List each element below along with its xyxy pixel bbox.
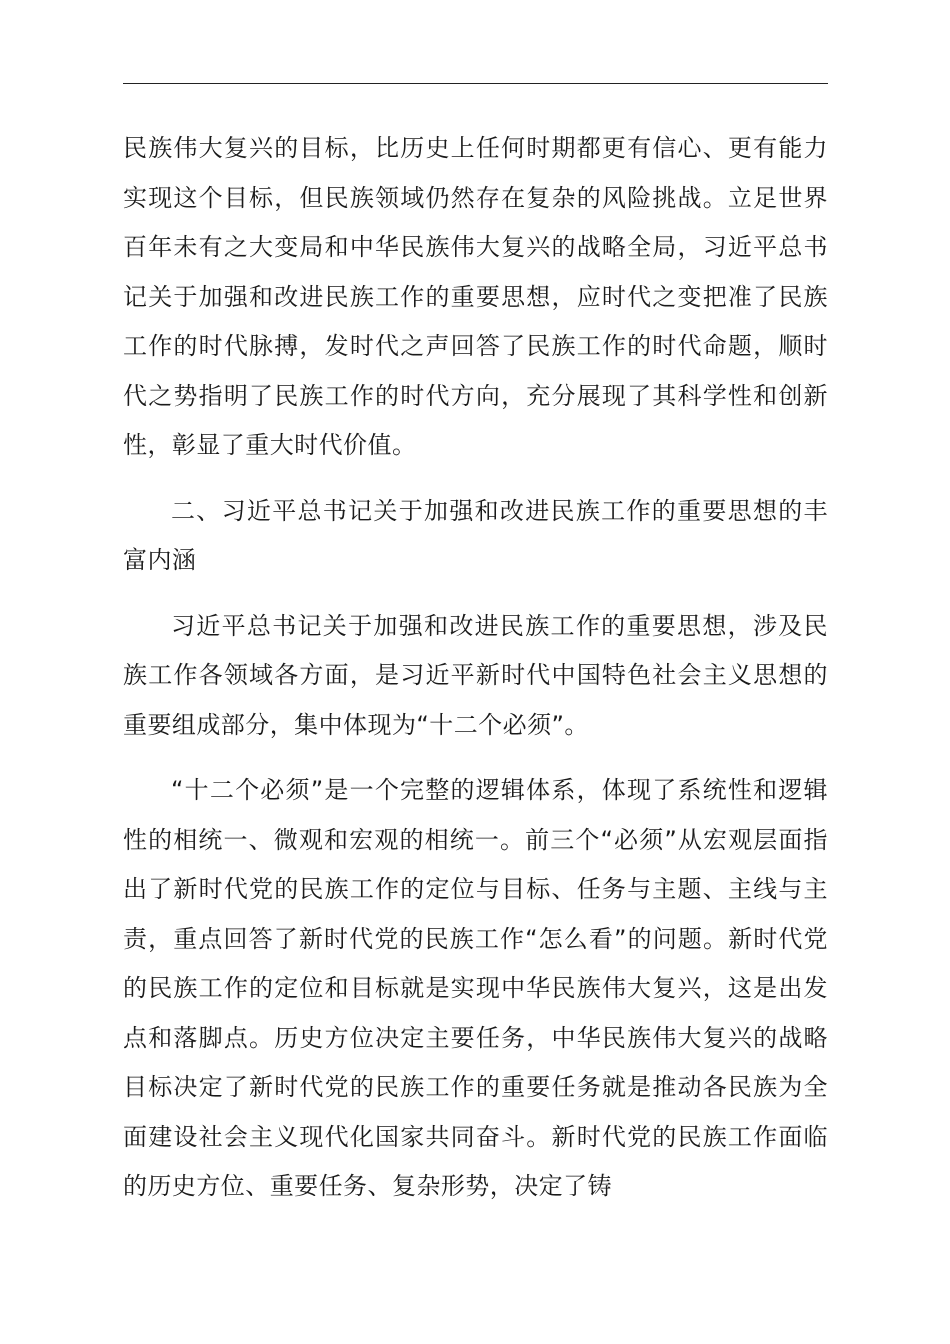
section-heading: 二、习近平总书记关于加强和改进民族工作的重要思想的丰富内涵: [123, 496, 828, 574]
paragraph: 习近平总书记关于加强和改进民族工作的重要思想，涉及民族工作各领域各方面，是习近平新时代中国特色社会主义思想的重要组成部分，集中体现为“十二个必须”。: [123, 611, 828, 739]
paragraph: “十二个必须”是一个完整的逻辑体系，体现了系统性和逻辑性的相统一、微观和宏观的相统一。前三个“必须”从宏观层面指出了新时代党的民族工作的定位与目标、任务与主题、主线与主责，重点回答了新时代党的民族工作“怎么看”的问题。新时代党的民族工作的定位和目标就是实现中华民族伟大复兴，这是出发点和落脚点。历史方位决定主要任务，中华民族伟大复兴的战略目标决定了新时代党的民族工作的重要任务就是推动各民族为全面建设社会主义现代化国家共同奋斗。新时代党的民族工作面临的历史方位、重要任务、复杂形势，决定了铸: [123, 776, 828, 1200]
document-body: [123, 124, 828, 1212]
header-rule: [123, 83, 828, 84]
paragraph-continuation: 民族伟大复兴的目标，比历史上任何时期都更有信心、更有能力实现这个目标，但民族领域仍然存在复杂的风险挑战。立足世界百年未有之大变局和中华民族伟大复兴的战略全局，习近平总书记关于加强和改进民族工作的重要思想，应时代之变把准了民族工作的时代脉搏，发时代之声回答了民族工作的时代命题，顺时代之势指明了民族工作的时代方向，充分展现了其科学性和创新性，彰显了重大时代价值。: [123, 134, 828, 459]
